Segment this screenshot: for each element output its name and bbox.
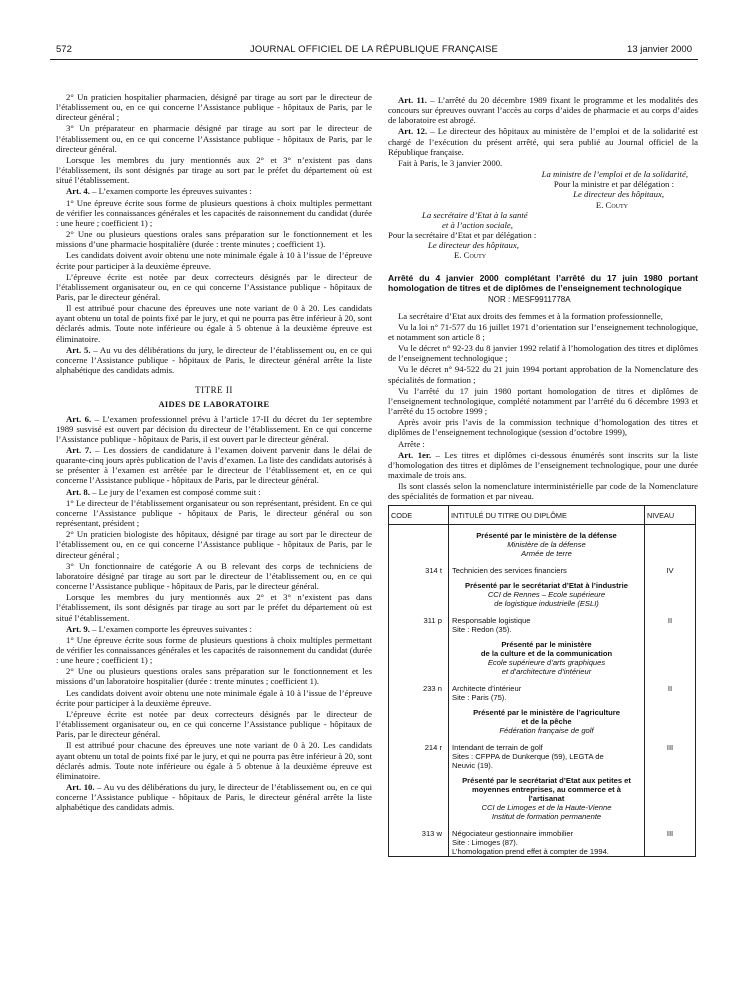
ministry-heading: de la culture et de la communication [449,649,645,658]
diploma-site: Site : Limoges (87). [449,838,645,847]
article-12 [388,126,698,156]
article-text: – Le directeur des hôpitaux au ministère de l’emploi et de la solidarité est chargé de l’exécution du présent arrêté, qui sera publié au Journal officiel de la République française. [388,126,698,157]
article-text: – L’arrêté du 20 décembre 1989 fixant le programme et les modalités des concours sur épreuves ouvrant l’accès au corps d’aides de pharmacie et au corps d’aides de laboratoire est abrogé. [388,95,698,126]
article-label: Art. 1er. [398,449,432,460]
article-label: Art. 6. [66,413,92,424]
signature-line: Pour la ministre et par délégation : [553,179,674,190]
organism-name: Fédération française de golf [449,726,645,735]
paragraph: 2° Un praticien biologiste des hôpitaux, désigné par tirage au sort par le directeur de l’établissement ou, en ce qui concerne l’Assistance publique - hôpitaux de Paris, par le directeur général ; [56,529,372,560]
ministry-row [389,634,696,649]
organism-row [389,667,696,676]
article-8 [56,487,372,497]
organism-row [389,599,696,608]
organism-row [389,803,696,812]
article-text: – Le jury de l’examen est composé comme suit : [89,486,261,497]
ministry-heading: l’artisanat [449,794,645,803]
site-row [389,625,696,634]
signatory-name: E. Couty [454,250,487,261]
article-text: – Au vu des délibérations du jury, le directeur de l’établissement ou, en ce qui concerne l’Assistance publique - hôpitaux de Paris, le directeur général arrête la liste alphabétique des candidats admis. [56,782,372,813]
ministry-row [389,649,696,658]
diploma-code: 214 r [389,743,449,752]
table-row [389,684,696,693]
article-text: – L’examen comporte les épreuves suivantes : [89,623,252,634]
organism-name: Armée de terre [449,549,645,558]
organism-row [389,726,696,735]
diploma-site: Site : Paris (75). [449,693,645,702]
ministry-heading: Présenté par le ministère [449,634,645,649]
paragraph: 2° Une ou plusieurs questions orales sans préparation sur le fonctionnement et les missions d’une pharmacie hospitalière (durée : trente minutes ; coefficient 1). [56,229,372,250]
diploma-title: Responsable logistique [449,616,645,625]
paragraph: L’épreuve écrite est notée par deux correcteurs désignés par le directeur de l’établissement organisateur ou, en ce qui concerne l’Assistance publique - hôpitaux de Paris, par le directeur général. [56,271,372,302]
signature-line: Le directeur des hôpitaux, [573,189,664,200]
site-row [389,761,696,770]
paragraph: Après avoir pris l’avis de la commission technique d’homologation des titres et diplômes de l’enseignement technologique (session d’octobre 1999), [388,417,698,438]
article-text: – Au vu des délibérations du jury, le directeur de l’établissement ou, en ce qui concerne l’Assistance publique - hôpitaux de Paris, le directeur général arrête la liste alphabétique des candidats admis. [56,344,372,376]
paragraph: Il est attribué pour chacune des épreuves une note variant de 0 à 20. Les candidats ayant obtenu un total de points fixé par le jury, et qui ne pourra pas être inférieur à 20, sont déclarés admis. Toute note inférieure ou égale à 5 obtenue à la deuxième épreuve est éliminatoire. [56,303,372,344]
ministry-row [389,785,696,794]
section-subtitle: AIDES DE LABORATOIRE [158,399,270,410]
organism-name: Institut de formation permanente [449,812,645,821]
organism-row [389,549,696,558]
table-row [389,616,696,625]
diploma-code: 314 t [389,566,449,575]
ministry-row [389,702,696,717]
article-1 [388,450,698,480]
paragraph: L’épreuve écrite est notée par deux correcteurs désignés par le directeur de l’établissement organisateur ou, en ce qui concerne l’Assistance publique - hôpitaux de Paris, par le directeur général. [56,708,372,740]
paragraph: 3° Un préparateur en pharmacie désigné par tirage au sort par le directeur de l’établissement ou, en ce qui concerne l’Assistance publique - hôpitaux de Paris, par le directeur général. [56,123,372,154]
article-4 [56,186,372,196]
organism-name: et d’architecture d’intérieur [449,667,645,676]
organism-name: Ecole supérieure d’arts graphiques [449,658,645,667]
ministry-heading: Présenté par le ministère de la défense [449,525,645,541]
signature-line: La ministre de l’emploi et de la solidarité, [541,169,688,180]
page-header [50,44,698,58]
site-row [389,693,696,702]
organism-row [389,540,696,549]
signature-line: et à l’action sociale, [442,219,513,230]
paragraph: Vu le décret n° 92-23 du 8 janvier 1992 relatif à l’homologation des titres et diplômes de l’enseignement technologique ; [388,343,698,364]
signature-line: Pour la secrétaire d’Etat et par délégation : [388,230,537,241]
ministry-heading: et de la pêche [449,717,645,726]
table-row [389,566,696,575]
organism-row [389,590,696,599]
table-row [389,829,696,838]
paragraph: 1° Une épreuve écrite sous forme de plusieurs questions à choix multiples permettant de vérifier les connaissances générales et les capacités de raisonnement du candidat (durée : une heure ; coefficient 1) ; [56,634,372,666]
signature-line: Le directeur des hôpitaux, [428,240,519,251]
organism-name: CCI de Limoges et de la Haute-Vienne [449,803,645,812]
article-6 [56,414,372,444]
article-label: Art. 10. [66,782,95,792]
diploma-note: L’homologation prend effet à compter de 1994. [449,847,645,857]
site-row [389,752,696,761]
paragraph: Lorsque les membres du jury mentionnés aux 2° et 3° n’existent pas dans l’établissement, ils sont désignés par tirage au sort par le préfet du département où est situé l’établissement. [56,154,372,186]
paragraph: 2° Une ou plusieurs questions orales sans préparation sur le fonctionnement et les missions d’un laboratoire hospitalier (durée : trente minutes ; coefficient 1). [56,666,372,687]
article-label: Art. 4. [66,186,90,197]
diploma-level: III [645,743,696,752]
diploma-level: IV [645,566,696,575]
ministry-heading: Présenté par le ministère de l’agriculture [449,702,645,717]
page-number: 572 [56,44,72,55]
section-title: TITRE II [195,385,233,396]
ministry-row [389,717,696,726]
ministry-heading: Présenté par le secrétariat d’Etat aux petites et [449,770,645,785]
diploma-site: Site : Redon (35). [449,625,645,634]
diploma-title: Technicien des services financiers [449,566,645,575]
diploma-title: Négociateur gestionnaire immobilier [449,829,645,838]
article-label: Art. 5. [66,344,91,355]
diploma-level: III [645,829,696,838]
paragraph: La secrétaire d’Etat aux droits des femmes et à la formation professionnelle, [398,310,663,321]
paragraph: Arrête : [398,438,425,449]
article-text: – L’examen professionnel prévu à l’article 17-II du décret du 1er septembre 1989 susvisé est ouvert par décision du directeur de l’établissement. En ce qui concerne l’Assistance publique - hôpitaux de Paris, il est ouvert par le directeur général. [56,413,372,444]
diploma-title: Architecte d’intérieur [449,684,645,693]
column-header-code: CODE [389,506,449,525]
paragraph: 1° Le directeur de l’établissement organisateur ou son représentant, président. En ce qui concerne l’Assistance publique - hôpitaux de Paris, le directeur général ou son représentant, président ; [56,497,372,529]
paragraph: Lorsque les membres du jury mentionnés aux 2° et 3° n’existent pas dans l’établissement, ils sont désignés par tirage au sort par le préfet du département où est situé l’établissement. [56,592,372,623]
organism-row [389,812,696,821]
left-column [56,92,372,813]
article-10 [56,782,372,812]
table-row [389,743,696,752]
diploma-title: Intendant de terrain de golf [449,743,645,752]
ministry-row [389,770,696,785]
ministry-row [389,575,696,590]
column-header-title: INTITULÉ DU TITRE OU DIPLÔME [449,506,645,525]
paragraph: 2° Un praticien hospitalier pharmacien, désigné par tirage au sort par le directeur de l’établissement ou, en ce qui concerne l’Assistance publique - hôpitaux de Paris, par le directeur général ; [56,92,372,123]
article-label: Art. 11. [398,95,427,105]
issue-date: 13 janvier 2000 [627,44,692,55]
nor-reference: NOR : MESF9911778A [488,294,571,304]
signature-date: Fait à Paris, le 3 janvier 2000. [398,157,503,168]
article-7 [56,445,372,486]
decree-title: Arrêté du 4 janvier 2000 complétant l’arrêté du 17 juin 1980 portant homologation de titres et de diplômes de l’enseignement technologique [388,272,698,293]
header-rule [50,59,698,60]
right-column [388,95,698,857]
ministry-row [389,794,696,803]
paragraph: Ils sont classés selon la nomenclature interministérielle par code de la Nomenclature des spécialités de formation et par niveau. [388,481,698,502]
homologation-table [388,505,696,857]
paragraph: Les candidats doivent avoir obtenu une note minimale égale à 10 à l’issue de l’épreuve écrite pour participer à la deuxième épreuve. [56,250,372,271]
organism-name: CCI de Rennes – Ecole supérieure [449,590,645,599]
paragraph: 1° Une épreuve écrite sous forme de plusieurs questions à choix multiples permettant de vérifier les connaissances générales et les capacités de raisonnement du candidat (durée : une heure ; coefficient 1) ; [56,197,372,228]
article-text: – L’examen comporte les épreuves suivantes : [89,186,252,197]
diploma-code: 311 p [389,616,449,625]
organism-name: Ministère de la défense [449,540,645,549]
diploma-level: II [645,684,696,693]
article-text: – Les dossiers de candidature à l’examen doivent parvenir dans le délai de quarante-cinq jours après publication de l’avis d’examen. La liste des candidats autorisés à se présenter à l’examen est arrêtée par le directeur de l’établissement et, en ce qui concerne l’Assistance publique - hôpitaux de Paris, par le directeur général. [56,445,372,486]
signature-line: La secrétaire d’Etat à la santé [422,209,528,220]
signatory-name: E. Couty [595,199,628,210]
diploma-site: Neuvic (19). [449,761,645,770]
paragraph: Vu le décret n° 94-522 du 21 juin 1994 portant approbation de la Nomenclature des spécialités de formation ; [388,364,698,385]
paragraph: Vu la loi n° 71-577 du 16 juillet 1971 d’orientation sur l’enseignement technologique, et notamment son article 8 ; [388,321,698,342]
article-9 [56,624,372,634]
organism-name: de logistique industrielle (ESLI) [449,599,645,608]
article-label: Art. 8. [66,486,90,497]
site-row [389,838,696,847]
ministry-heading: moyennes entreprises, au commerce et à [449,785,645,794]
journal-title: JOURNAL OFFICIEL DE LA RÉPUBLIQUE FRANÇAISE [249,44,499,55]
ministry-row [389,525,696,541]
diploma-site: Sites : CFPPA de Dunkerque (59), LEGTA de [449,752,645,761]
paragraph: Les candidats doivent avoir obtenu une note minimale égale à 10 à l’issue de l’épreuve écrite pour participer à la deuxième épreuve. [56,687,372,708]
note-row [389,847,696,857]
paragraph: Il est attribué pour chacune des épreuves une note variant de 0 à 20. Les candidats ayant obtenu un total de points fixé par le jury, et qui ne pourra pas être inférieur à 20, sont déclarés admis. Toute note inférieure ou égale à 5 obtenue à la deuxième épreuve est éliminatoire. [56,740,372,781]
table-header-row [389,506,696,525]
article-text: – Les titres et diplômes ci-dessous énumérés sont inscrits sur la liste d’homologation des titres et diplômes de l’enseignement technologique, pour une durée maximale de trois ans. [388,449,698,480]
diploma-code: 233 n [389,684,449,693]
organism-row [389,658,696,667]
paragraph: 3° Un fonctionnaire de catégorie A ou B relevant des corps de techniciens de laboratoire désigné par tirage au sort par le directeur de l’établissement ou, en ce qui concerne l’Assistance publique - hôpitaux de Paris, par le directeur général. [56,560,372,592]
article-label: Art. 7. [66,445,92,455]
article-label: Art. 9. [66,623,90,634]
article-11 [388,95,698,125]
paragraph: Vu l’arrêté du 17 juin 1980 portant homologation de titres et diplômes de l’enseignement technologique, complété notamment par l’arrêté du 6 décembre 1993 et l’arrêté du 15 octobre 1999 ; [388,385,698,417]
column-header-level: NIVEAU [645,506,696,525]
article-label: Art. 12. [398,126,428,137]
article-5 [56,345,372,375]
ministry-heading: Présenté par le secrétariat d’Etat à l’industrie [449,575,645,590]
diploma-code: 313 w [389,829,449,838]
diploma-level: II [645,616,696,625]
